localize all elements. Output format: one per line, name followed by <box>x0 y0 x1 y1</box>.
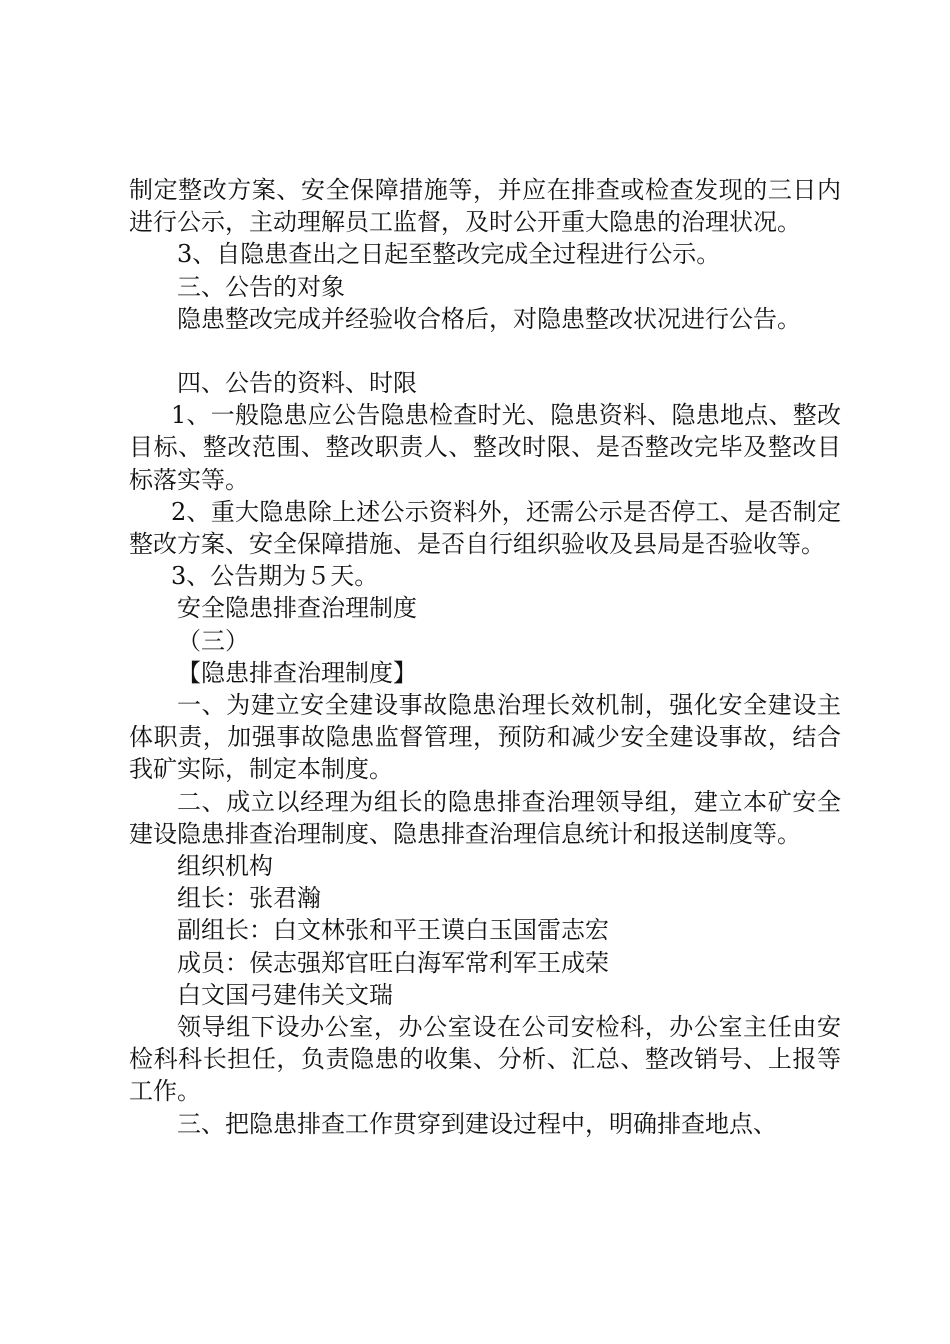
paragraph-general-hazard: 1、一般隐患应公告隐患检查时光、隐患资料、隐患地点、整改目标、整改范围、整改职责人、整改时限、是否整改完毕及整改目标落实等。 <box>129 401 841 494</box>
members: 成员：侯志强郑官旺白海军常利军王成荣 <box>177 948 609 977</box>
paragraph-major-hazard: 2、重大隐患除上述公示资料外，还需公示是否停工、是否制定整改方案、安全保障措施、是否自行组织验收及县局是否验收等。 <box>129 497 841 559</box>
paragraph-inspection-process: 三、把隐患排查工作贯穿到建设过程中，明确排查地点、 <box>177 1109 777 1138</box>
blank-line <box>129 335 841 367</box>
paragraph-rectification-plan: 制定整改方案、安全保障措施等，并应在排查或检查发现的三日内进行公示，主动理解员工监督，及时公开重大隐患的治理状况。 <box>129 176 841 237</box>
deputy-leaders: 副组长：白文林张和平王谟白玉国雷志宏 <box>177 916 609 945</box>
paragraph-office: 领导组下设办公室，办公室设在公司安检科，办公室主任由安检科科长担任，负责隐患的收集、分析、汇总、整改销号、上报等工作。 <box>129 1013 841 1106</box>
paragraph-purpose: 一、为建立安全建设事故隐患治理长效机制，强化安全建设主体职责，加强事故隐患监督管理，预防和减少安全建设事故，结合我矿实际，制定本制度。 <box>129 691 841 784</box>
section-subtitle: 【隐患排查治理制度】 <box>177 658 417 687</box>
section-number: （三） <box>177 626 249 655</box>
heading-announcement-content: 四、公告的资料、时限 <box>177 369 417 398</box>
members-continued: 白文国弓建伟关文瑞 <box>177 980 393 1009</box>
heading-announcement-target: 三、公告的对象 <box>177 272 345 301</box>
paragraph-announcement-period: 3、公告期为５天。 <box>171 562 379 591</box>
paragraph-public-notice-process: 3、自隐患查出之日起至整改完成全过程进行公示。 <box>177 240 721 269</box>
document-body <box>129 174 841 1140</box>
paragraph-announcement-target: 隐患整改完成并经验收合格后，对隐患整改状况进行公告。 <box>177 304 801 333</box>
section-title: 安全隐患排查治理制度 <box>177 594 417 623</box>
group-leader: 组长：张君瀚 <box>177 884 321 913</box>
heading-organization: 组织机构 <box>177 852 273 881</box>
paragraph-leadership-group: 二、成立以经理为组长的隐患排查治理领导组，建立本矿安全建设隐患排查治理制度、隐患排查治理信息统计和报送制度等。 <box>129 787 841 848</box>
